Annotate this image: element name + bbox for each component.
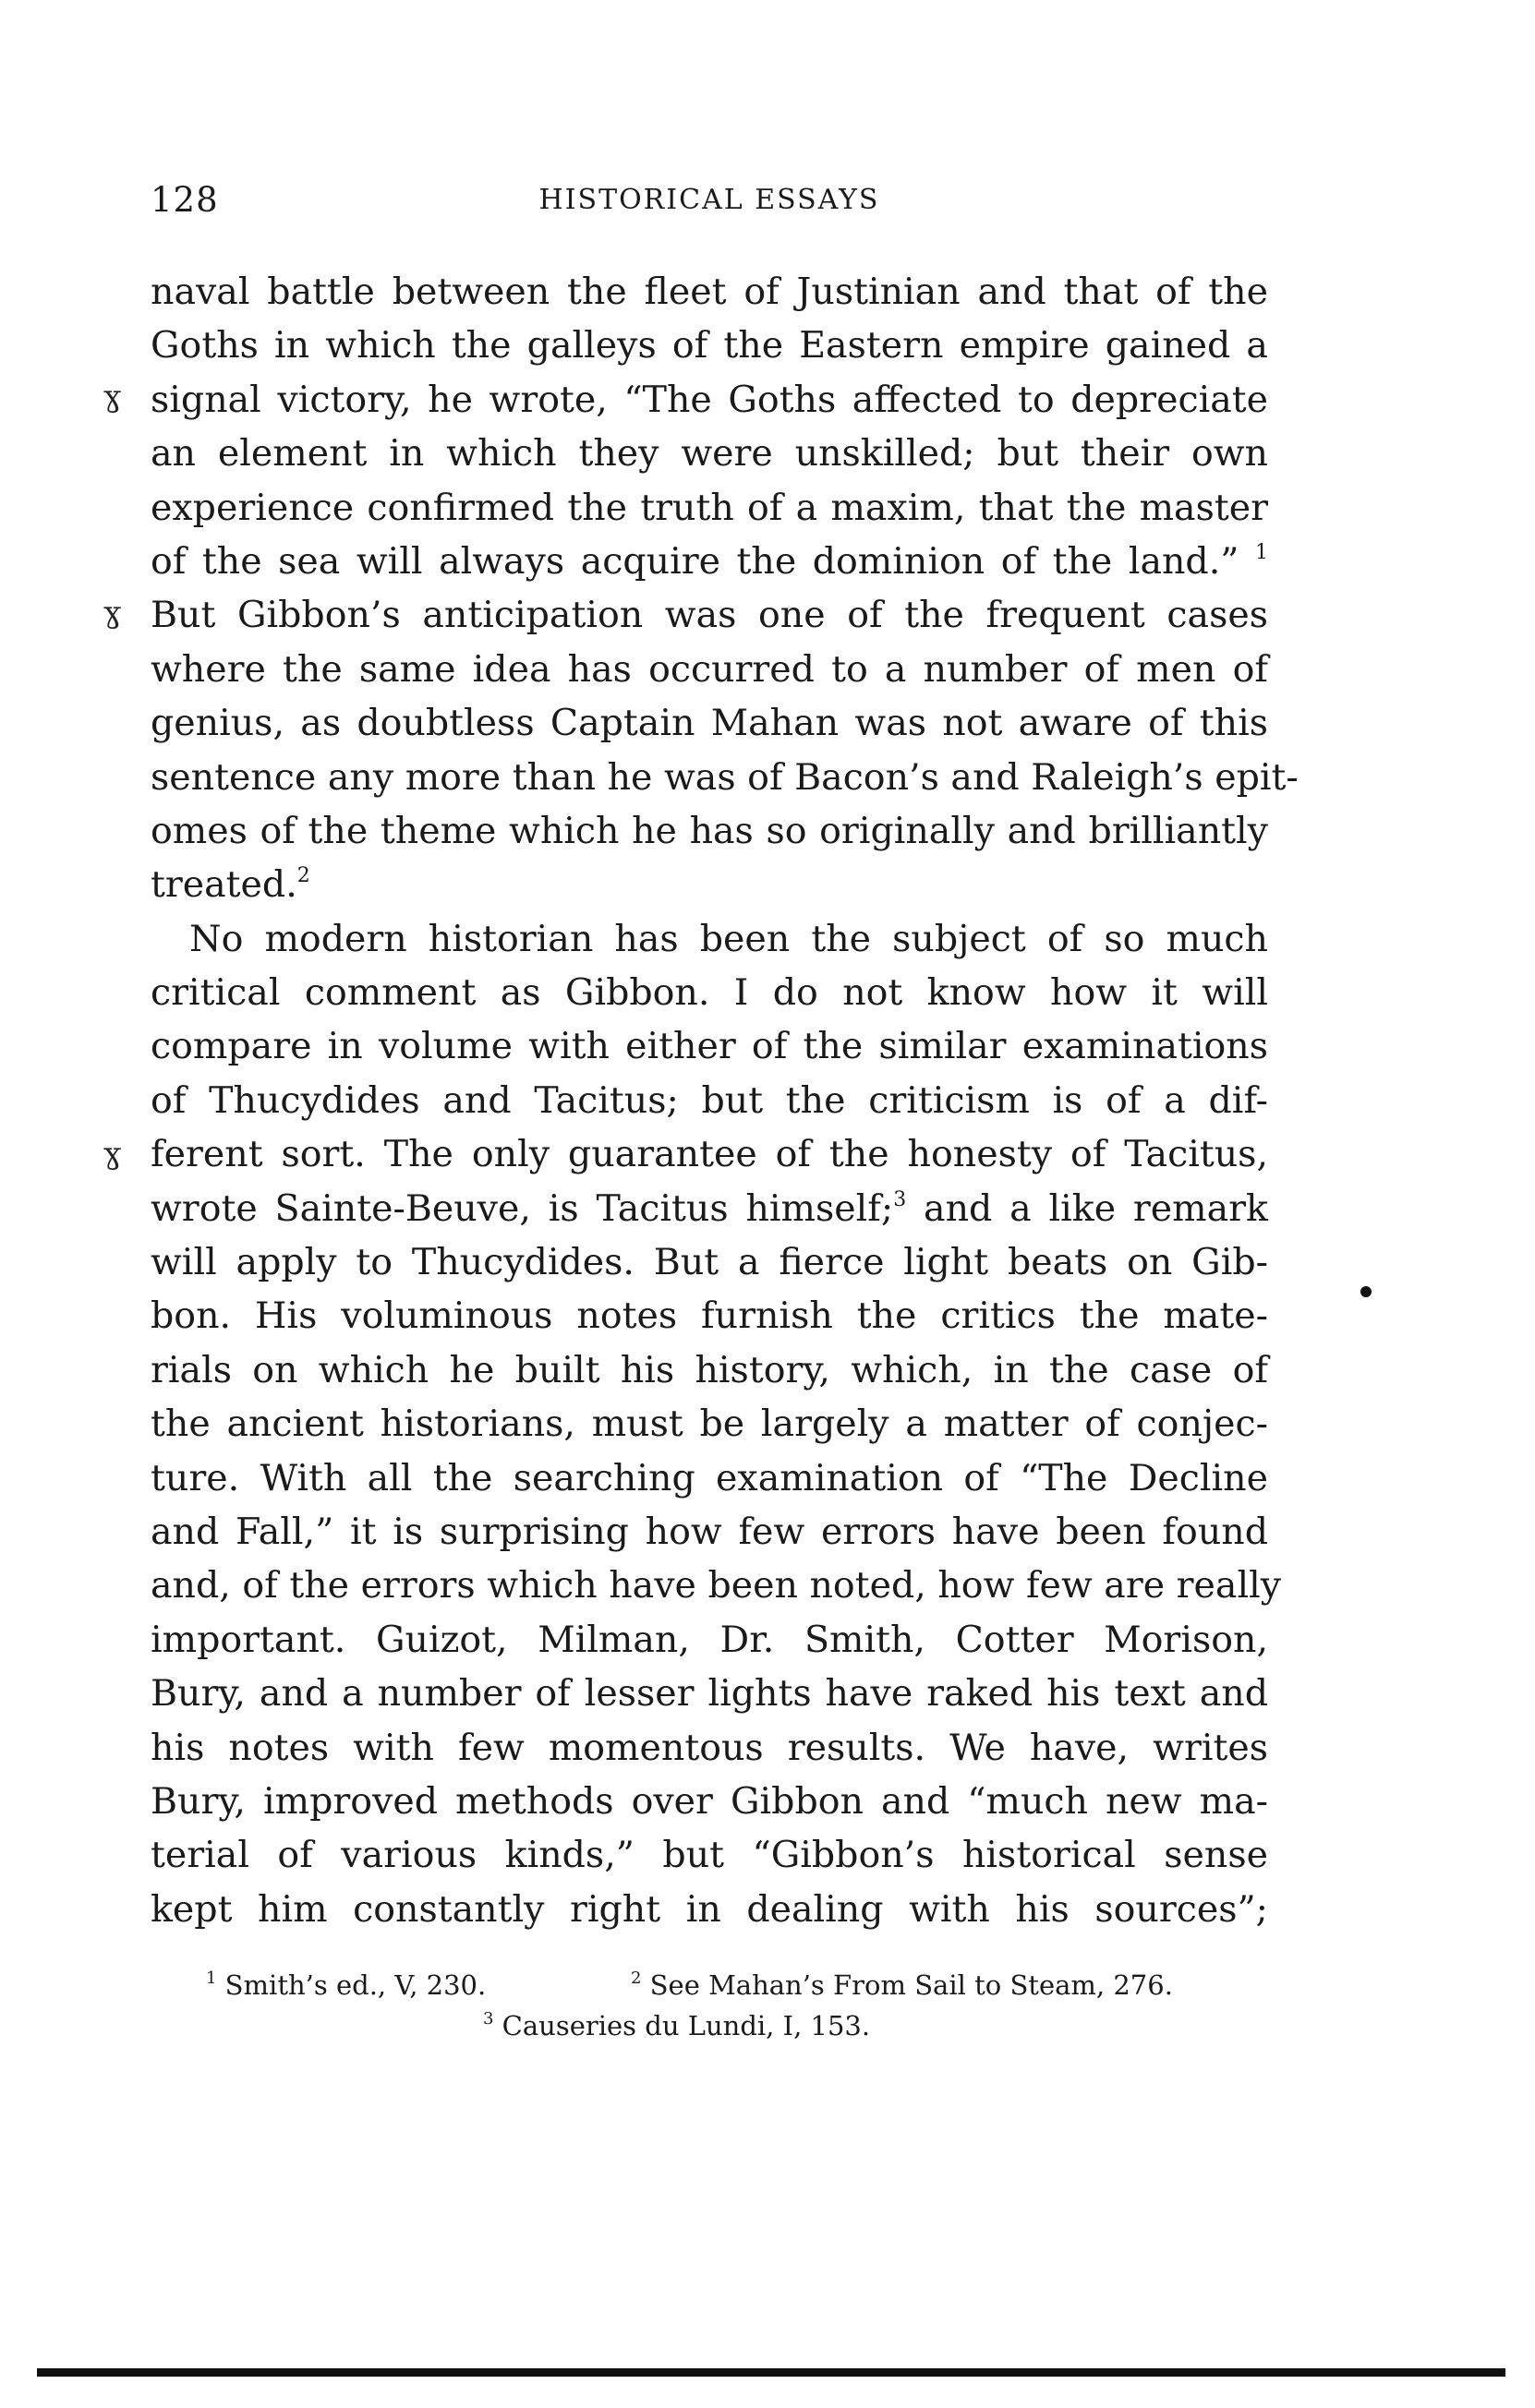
text-line: will apply to Thucydides. But a fierce light beats on Gib- bbox=[151, 1241, 1268, 1284]
footnote-ref: 1 bbox=[1255, 540, 1269, 564]
text-line: No modern historian has been the subject of so much bbox=[189, 917, 1268, 960]
text-line: omes of the theme which he has so originally and brilliantly bbox=[151, 809, 1268, 852]
text-line: genius, as doubtless Captain Mahan was not aware of this bbox=[151, 702, 1268, 745]
text-line: kept him constantly right in dealing with his sources”; bbox=[151, 1887, 1268, 1931]
text-line: the ancient historians, must be largely a matter of conjec- bbox=[151, 1403, 1268, 1446]
text-line: naval battle between the fleet of Justinian and that of the bbox=[151, 271, 1268, 313]
footnote-text: Causeries du Lundi, I, 153. bbox=[502, 2010, 871, 2041]
text-line: But Gibbon’s anticipation was one of the frequent cases bbox=[151, 594, 1268, 637]
footnote-text: See Mahan’s From Sail to Steam, 276. bbox=[649, 1969, 1173, 2001]
footnote bbox=[483, 2005, 870, 2046]
text-fragment: of the sea will always acquire the dominion of the land.” bbox=[151, 539, 1239, 583]
text-line: signal victory, he wrote, “The Goths affected to depreciate bbox=[151, 378, 1268, 421]
ink-speck bbox=[1360, 1286, 1372, 1297]
margin-mark: ɣ bbox=[103, 595, 122, 630]
text-line: and, of the errors which have been noted, how few are really bbox=[151, 1564, 1282, 1607]
text-line: compare in volume with either of the similar examinations bbox=[151, 1025, 1268, 1068]
text-line: Goths in which the galleys of the Eastern empire gained a bbox=[151, 324, 1268, 367]
margin-mark: ɣ bbox=[103, 1136, 122, 1171]
text-line: of Thucydides and Tacitus; but the criticism is of a dif- bbox=[151, 1078, 1268, 1122]
margin-mark: ɣ bbox=[103, 379, 122, 414]
text-line-with-footnote bbox=[151, 535, 1268, 588]
text-line: an element in which they were unskilled; but their own bbox=[151, 432, 1268, 476]
page-header bbox=[151, 180, 1268, 224]
footnote-number: 2 bbox=[631, 1969, 642, 1988]
text-line: and Fall,” it is surprising how few errors have been found bbox=[151, 1510, 1268, 1553]
footnote-row bbox=[151, 1965, 1268, 2005]
text-line: sentence any more than he was of Bacon’s and Raleigh’s epit- bbox=[151, 755, 1299, 799]
footnote-ref: 2 bbox=[296, 864, 310, 888]
text-line: where the same idea has occurred to a number of men of bbox=[151, 647, 1268, 691]
body-text bbox=[151, 265, 1299, 1936]
text-line: ferent sort. The only guarantee of the honesty of Tacitus, bbox=[151, 1133, 1268, 1176]
text-fragment: treated. bbox=[151, 863, 297, 907]
text-line: critical comment as Gibbon. I do not know how it will bbox=[151, 971, 1268, 1015]
text-line-with-footnote bbox=[151, 1182, 1268, 1235]
text-line: important. Guizot, Milman, Dr. Smith, Cotter Morison, bbox=[151, 1618, 1268, 1661]
text-line: rials on which he built his history, which, in the case of bbox=[151, 1348, 1268, 1391]
footnote bbox=[206, 1965, 486, 2005]
footnote-number: 3 bbox=[483, 2009, 494, 2029]
footnote-number: 1 bbox=[206, 1969, 217, 1988]
text-line: Bury, and a number of lesser lights have raked his text and bbox=[151, 1672, 1268, 1716]
text-fragment: and a like remark bbox=[924, 1186, 1268, 1230]
bottom-rule bbox=[37, 2368, 1505, 2377]
text-line: ture. With all the searching examination of “The Decline bbox=[151, 1456, 1268, 1499]
text-line: experience confirmed the truth of a maxim, that the master bbox=[151, 486, 1268, 529]
text-line: Bury, improved methods over Gibbon and “much new ma- bbox=[151, 1779, 1268, 1823]
text-fragment: wrote Sainte-Beuve, is Tacitus himself; bbox=[151, 1186, 894, 1230]
page-number: 128 bbox=[151, 180, 219, 220]
text-line: terial of various kinds,” but “Gibbon’s historical sense bbox=[151, 1834, 1268, 1877]
footnotes bbox=[151, 1965, 1268, 2046]
footnote-row bbox=[151, 2005, 1268, 2046]
running-head: HISTORICAL ESSAYS bbox=[538, 184, 880, 216]
footnote-text: Smith’s ed., V, 230. bbox=[224, 1969, 487, 2001]
text-line: bon. His voluminous notes furnish the critics the mate- bbox=[151, 1294, 1268, 1338]
footnote-ref: 3 bbox=[893, 1187, 907, 1211]
text-line-with-footnote bbox=[151, 858, 1268, 911]
footnote bbox=[631, 1965, 1173, 2005]
text-line: his notes with few momentous results. We have, writes bbox=[151, 1726, 1268, 1769]
